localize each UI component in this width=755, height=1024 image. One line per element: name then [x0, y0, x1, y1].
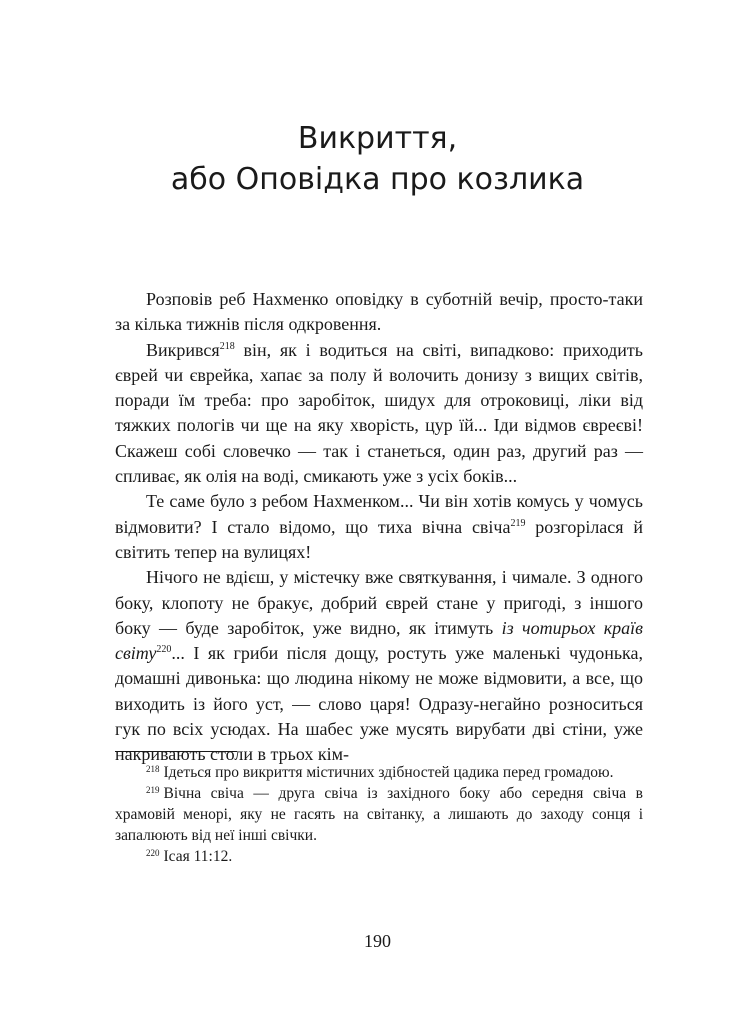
footnote-separator — [115, 751, 237, 752]
page-number: 190 — [364, 931, 391, 951]
footnote-text: Ісая 11:12. — [163, 848, 233, 865]
paragraph — [115, 338, 643, 490]
footnote-number: 219 — [146, 785, 160, 795]
main-text — [115, 287, 643, 768]
footnote — [115, 783, 643, 846]
italic-quote: із чотирьох країв світу — [115, 617, 643, 664]
footnote-ref: 219 — [510, 517, 526, 529]
footnote-ref: 218 — [219, 340, 235, 352]
footnote-text: Ідеться про викриття містичних здібностей цадика перед громадою. — [163, 764, 614, 781]
footnote — [115, 846, 643, 867]
paragraph — [115, 287, 643, 338]
footnotes — [115, 762, 643, 867]
text-run: Те саме було з ребом Нахменком... Чи він хотів комусь у чомусь відмовити? І стало відомо, що тиха вічна свіча — [115, 491, 643, 537]
text-run: Нічого не вдієш, у містечку вже святкування, і чимале. З одного боку, клопоту не бракує, добрий єврей стане у пригоді, з іншого боку — буде заробіток, уже видно, як ітимуть — [115, 567, 643, 638]
chapter-title — [0, 118, 755, 200]
text-run: розгорілася й світить тепер на вулицях! — [115, 516, 643, 562]
chapter-title-line-2: або Оповідка про козлика — [170, 162, 585, 197]
paragraph — [115, 489, 643, 565]
paragraph — [115, 565, 643, 767]
chapter-title-line-1: Викриття, — [297, 121, 458, 156]
footnote-number: 218 — [146, 764, 160, 774]
footnote-number: 220 — [146, 848, 160, 858]
footnote — [115, 762, 643, 783]
text-run: він, як і водиться на світі, випадково: приходить єврей чи єврейка, хапає за полу й волочить донизу з вищих світів, поради їм треба: про заробіток, шидух для отроковиці, ліки від тяжких пологів чи ще на яку хворість, цур їй... Іди відмов євреєві! Скажеш собі словечко — так і станеться, один раз, другий раз — спливає, як олія на воді, смикають уже з усіх боків... — [115, 339, 643, 487]
footnote-ref: 220 — [156, 644, 172, 656]
text-run: ... І як гриби після дощу, ростуть уже маленькі чудонька, домашні дивонька: що людина нікому не може відмовити, а все, що виходить із його уст, — слово царя! Одразу-негайно розноситься гук по всіх усюдах. На шабес уже мусять вирубати дві стіни, уже накривають столи в трьох кім- — [115, 643, 643, 765]
footnote-text: Вічна свіча — друга свіча із західного боку або середня свіча в храмовій менорі, яку не гасять на світанку, а лишають до заходу сонця і запалюють від неї інші свічки. — [115, 785, 643, 844]
text-run: Розповів реб Нахменко оповідку в суботній вечір, просто-таки за кілька тижнів після одкровення. — [115, 289, 643, 335]
text-run: Викрився — [146, 339, 220, 360]
